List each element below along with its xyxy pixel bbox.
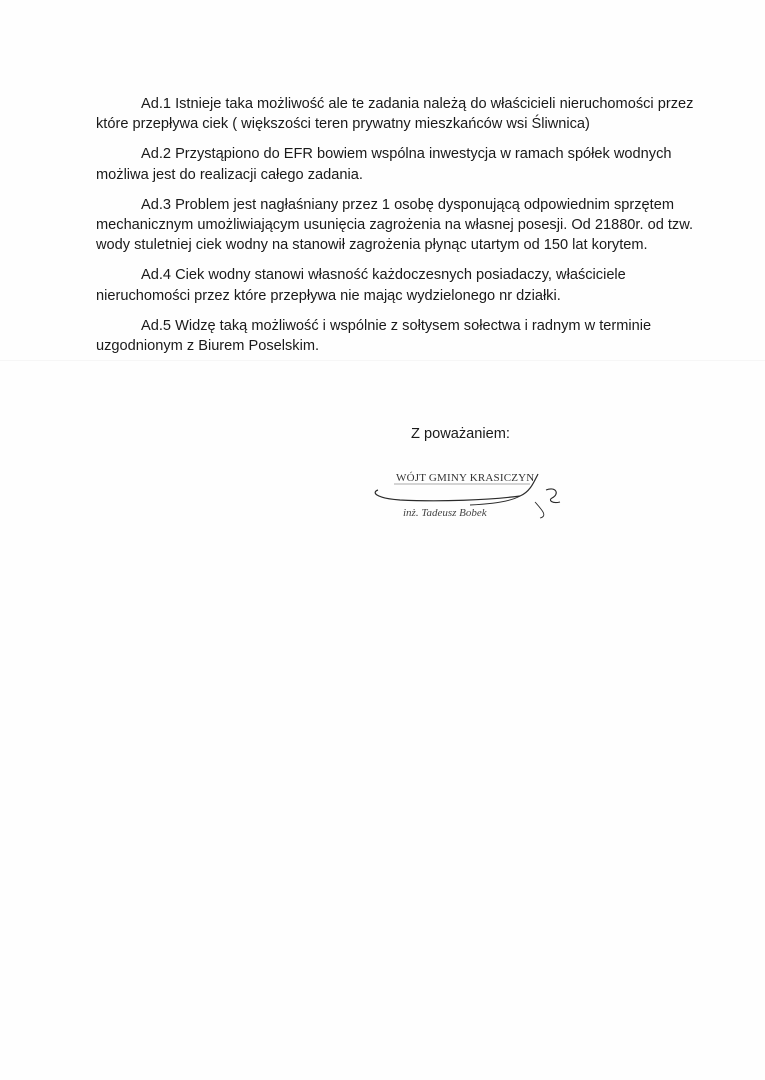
paragraph-ad4: Ad.4 Ciek wodny stanowi własność każdoczesnych posiadaczy, właściciele nieruchomości przez które przepływa nie mając wydzielonego nr działki. [96, 267, 626, 304]
paragraph-ad2: Ad.2 Przystąpiono do EFR bowiem wspólna inwestycja w ramach spółek wodnych możliwa jest do realizacji całego zadania. [96, 146, 672, 183]
closing-salutation: Z poważaniem: [411, 426, 510, 442]
paragraph-ad5: Ad.5 Widzę taką możliwość i wspólnie z sołtysem sołectwa i radnym w terminie uzgodnionym z Biurem Poselskim. [96, 317, 652, 355]
paragraph-ad3: Ad.3 Problem jest nagłaśniany przez 1 osobę dysponującą odpowiednim sprzętem mechanicznym umożliwiającym usunięcia zagrożenia na własnej posesji. Od 21880r. od tzw. wody stuletniej ciek wodny na stanowił zagrożenia płynąc utartym od 150 lat korytem. [96, 196, 694, 254]
stamp-title: WÓJT GMINY KRASICZYN [396, 472, 535, 484]
signature-stamp [370, 462, 570, 532]
stamp-name: inż. Tadeusz Bobek [403, 507, 487, 519]
paragraph-ad1: Ad.1 Istnieje taka możliwość ale te zadania należą do właścicieli nieruchomości przez które przepływa ciek ( większości teren prywatny mieszkańców wsi Śliwnica) [96, 96, 694, 133]
letter-body [96, 94, 696, 366]
